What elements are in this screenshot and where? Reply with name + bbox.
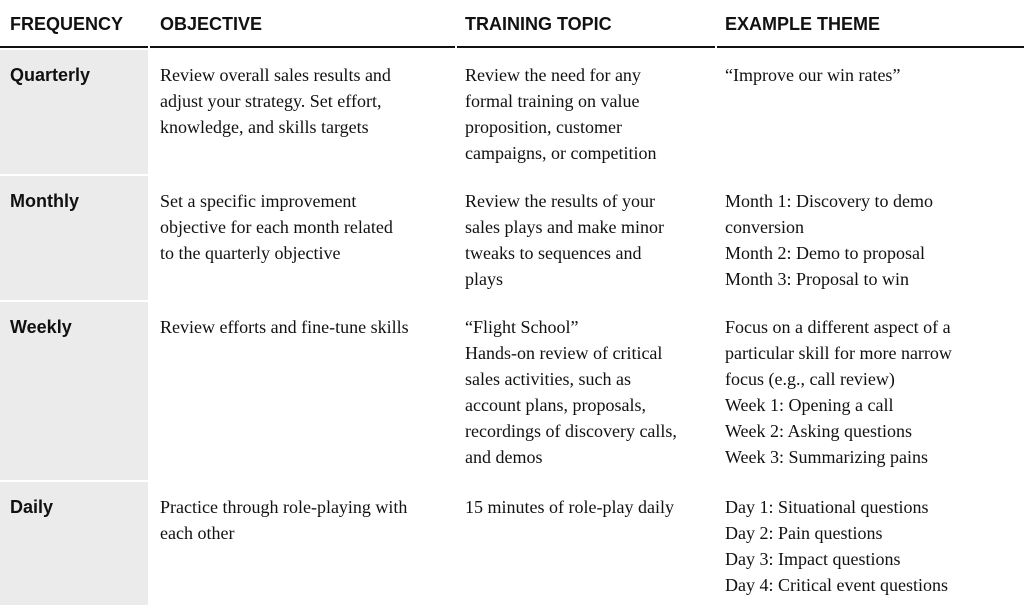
- cell-text-line: Week 3: Summarizing pains: [725, 447, 929, 467]
- cell-text-line: campaigns, or competition: [465, 143, 657, 163]
- cell-text-line: focus (e.g., call review): [725, 369, 895, 389]
- frequency-cell: Quarterly: [0, 50, 148, 174]
- cell-text-line: Review efforts and fine-tune skills: [160, 317, 409, 337]
- cell-text-line: formal training on value: [465, 91, 640, 111]
- cell-text-line: Month 3: Proposal to win: [725, 269, 910, 289]
- example-theme-cell: [717, 302, 1024, 480]
- training-topic-cell: [457, 302, 715, 480]
- cell-text-line: “Improve our win rates”: [725, 65, 901, 85]
- cell-text-line: sales plays and make minor: [465, 217, 664, 237]
- cell-text-line: tweaks to sequences and: [465, 243, 642, 263]
- example-theme-cell: [717, 176, 1024, 300]
- header-example-theme: EXAMPLE THEME: [717, 0, 1024, 48]
- cell-text-line: “Flight School”: [465, 317, 579, 337]
- cell-text-line: Month 1: Discovery to demo: [725, 191, 933, 211]
- header-objective: OBJECTIVE: [150, 0, 455, 48]
- cell-text-line: Day 4: Critical event questions: [725, 575, 948, 595]
- cell-text-line: proposition, customer: [465, 117, 622, 137]
- cell-text-line: Day 3: Impact questions: [725, 549, 901, 569]
- cell-text-line: knowledge, and skills targets: [160, 117, 369, 137]
- frequency-cell: Daily: [0, 482, 148, 605]
- cell-text-line: Month 2: Demo to proposal: [725, 243, 925, 263]
- training-topic-cell: [457, 482, 715, 605]
- cell-text-line: objective for each month related: [160, 217, 393, 237]
- cell-text-line: Day 2: Pain questions: [725, 523, 883, 543]
- cell-text-line: Week 2: Asking questions: [725, 421, 913, 441]
- cell-text-line: Set a specific improvement: [160, 191, 357, 211]
- cell-text-line: sales activities, such as: [465, 369, 631, 389]
- cell-text-line: Review overall sales results and: [160, 65, 391, 85]
- training-topic-cell: [457, 176, 715, 300]
- cell-text-line: Day 1: Situational questions: [725, 497, 929, 517]
- cell-text-line: Practice through role-playing with: [160, 497, 408, 517]
- objective-cell: [150, 482, 455, 605]
- training-topic-cell: [457, 50, 715, 174]
- cell-text-line: conversion: [725, 217, 804, 237]
- cell-text-line: Week 1: Opening a call: [725, 395, 894, 415]
- cell-text-line: particular skill for more narrow: [725, 343, 952, 363]
- cell-text-line: Focus on a different aspect of a: [725, 317, 951, 337]
- cell-text-line: adjust your strategy. Set effort,: [160, 91, 382, 111]
- cell-text-line: account plans, proposals,: [465, 395, 646, 415]
- example-theme-cell: [717, 482, 1024, 605]
- objective-cell: [150, 176, 455, 300]
- cell-text-line: plays: [465, 269, 503, 289]
- cell-text-line: 15 minutes of role-play daily: [465, 497, 674, 517]
- cell-text-line: Review the results of your: [465, 191, 655, 211]
- objective-cell: [150, 50, 455, 174]
- table-row: [0, 50, 1024, 174]
- header-training-topic: TRAINING TOPIC: [457, 0, 715, 48]
- header-frequency: FREQUENCY: [0, 0, 148, 48]
- table-row: [0, 482, 1024, 605]
- cell-text-line: to the quarterly objective: [160, 243, 341, 263]
- frequency-cell: Monthly: [0, 176, 148, 300]
- cell-text-line: recordings of discovery calls,: [465, 421, 677, 441]
- cell-text-line: Hands-on review of critical: [465, 343, 663, 363]
- cell-text-line: Review the need for any: [465, 65, 641, 85]
- example-theme-cell: [717, 50, 1024, 174]
- cell-text-line: and demos: [465, 447, 543, 467]
- table-row: [0, 176, 1024, 300]
- cell-text-line: each other: [160, 523, 235, 543]
- objective-cell: [150, 302, 455, 480]
- table-row: [0, 302, 1024, 480]
- frequency-cell: Weekly: [0, 302, 148, 480]
